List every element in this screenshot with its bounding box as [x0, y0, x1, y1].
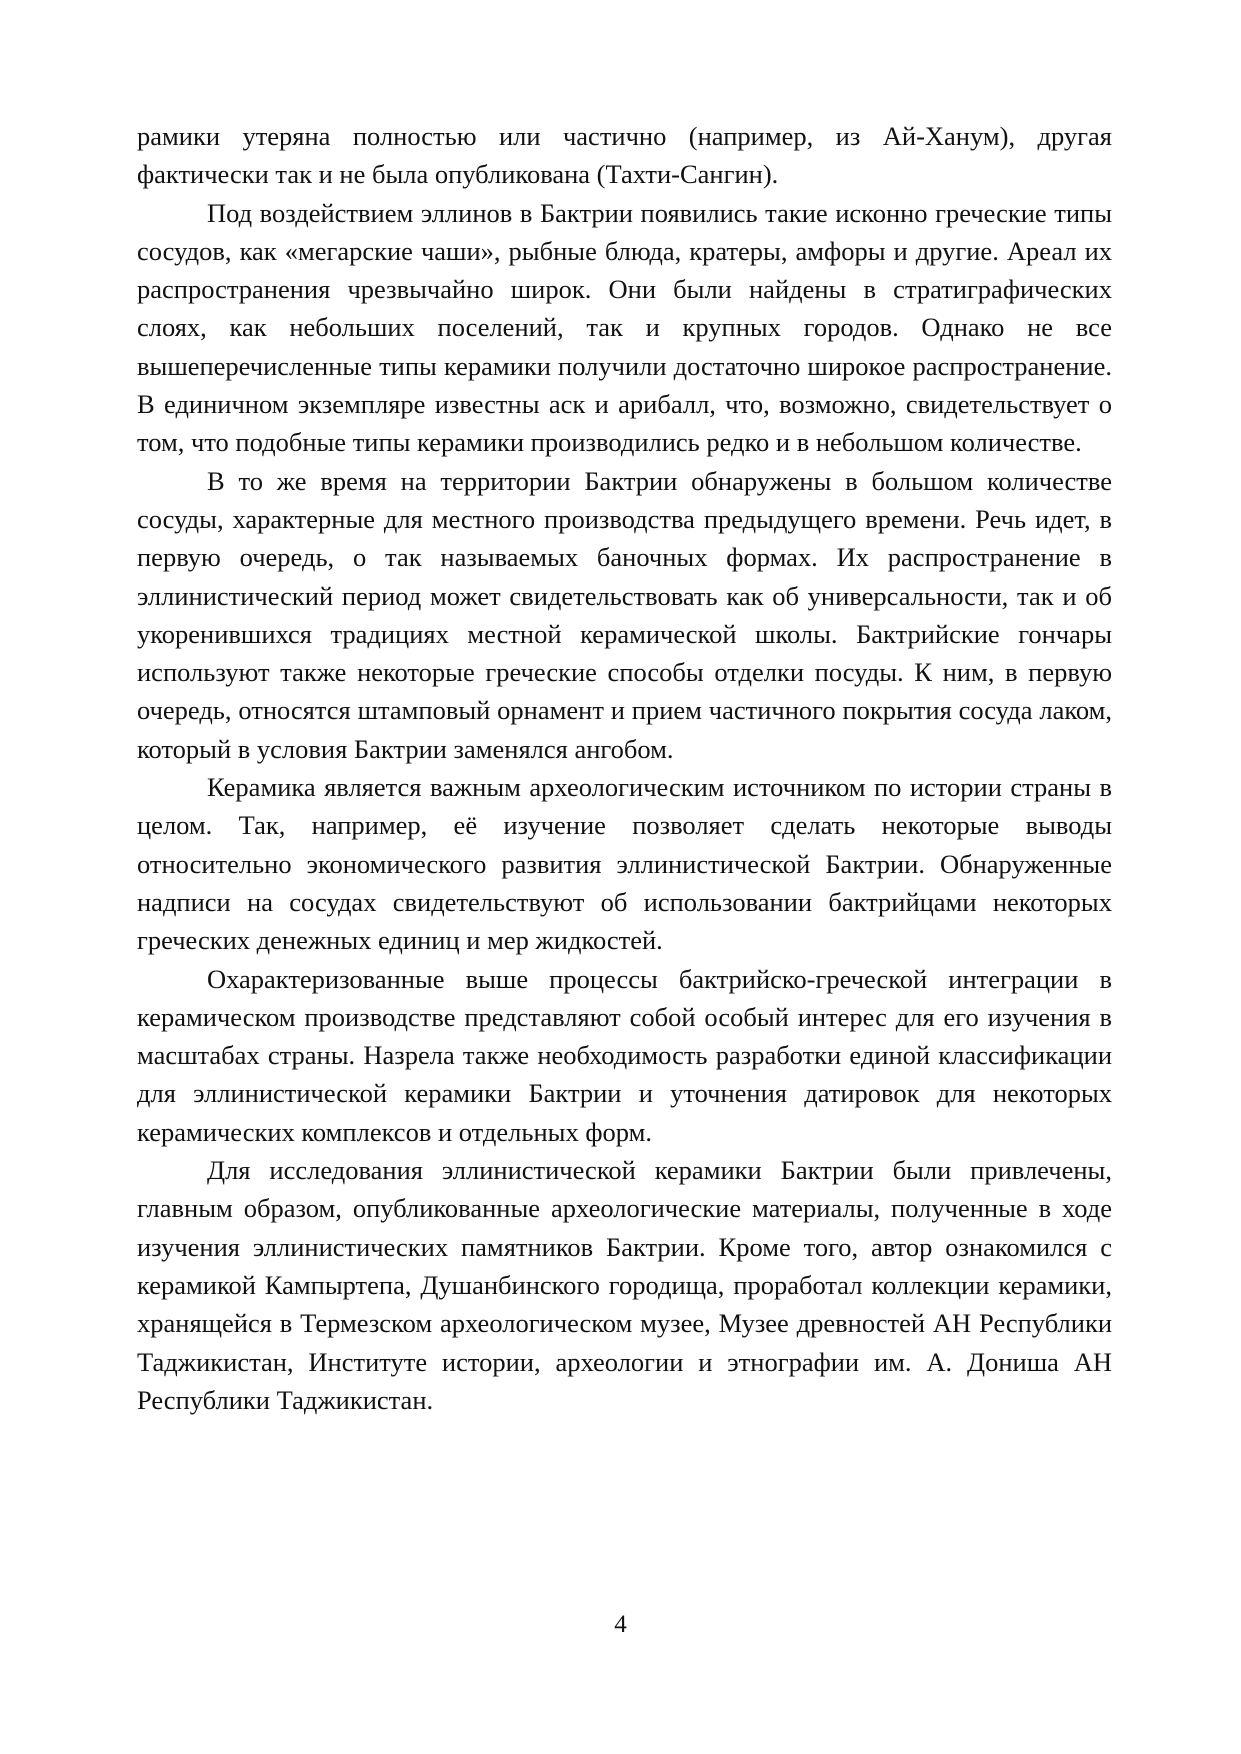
paragraph-research-materials: Для исследования эллинистической керамики Бактрии были привлечены, главным образом, опубликованные археологические материалы, полученные в ходе изучения эллинистических памятников Бактрии. Кроме того, автор ознакомился с керамикой Кампыртепа, Душанбинского городища, проработал коллекции керамики, хранящейся в Термезском археологическом музее, Музее древностей АН Республики Таджикистан, Институте истории, археологии и этнографии им. А. Дониша АН Республики Таджикистан.	[137, 1155, 1112, 1415]
page-number: 4	[614, 1611, 627, 1638]
paragraph-integration-processes: Охарактеризованные выше процессы бактрийско-греческой интеграции в керамическом производстве представляют собой особый интерес для его изучения в масштабах страны. Назрела также необходимость разработки единой классификации для эллинистической керамики Бактрии и уточнения датировок для некоторых керамических комплексов и отдельных форм.	[137, 963, 1112, 1147]
paragraph-ceramics-as-source: Керамика является важным археологическим источником по истории страны в целом. Так, например, её изучение позволяет сделать некоторые выводы относительно экономического развития эллинистической Бактрии. Обнаруженные надписи на сосудах свидетельствуют об использовании бактрийцами некоторых греческих денежных единиц и мер жидкостей.	[137, 772, 1112, 956]
body-text	[137, 117, 1112, 1419]
paragraph-continued: рамики утеряна полностью или частично (например, из Ай-Ханум), другая фактически так и не была опубликована (Тахти-Сангин).	[137, 121, 1112, 190]
paragraph-greek-vessel-types: Под воздействием эллинов в Бактрии появились такие исконно греческие типы сосудов, как «мегарские чаши», рыбные блюда, кратеры, амфоры и другие. Ареал их распространения чрезвычайно широк. Они были найдены в стратиграфических слоях, как небольших поселений, так и крупных городов. Однако не все вышеперечисленные типы керамики получили достаточно широкое распространение. В единичном экземпляре известны аск и арибалл, что, возможно, свидетельствует о том, что подобные типы керамики производились редко и в небольшом количестве.	[137, 197, 1112, 458]
paragraph-local-production: В то же время на территории Бактрии обнаружены в большом количестве сосуды, характерные для местного производства предыдущего времени. Речь идет, в первую очередь, о так называемых баночных формах. Их распространение в эллинистический период может свидетельствовать как об универсальности, так и об укоренившихся традициях местной керамической школы. Бактрийские гончары используют также некоторые греческие способы отделки посуды. К ним, в первую очередь, относятся штамповый орнамент и прием частичного покрытия сосуда лаком, который в условия Бактрии заменялся ангобом.	[137, 465, 1112, 764]
